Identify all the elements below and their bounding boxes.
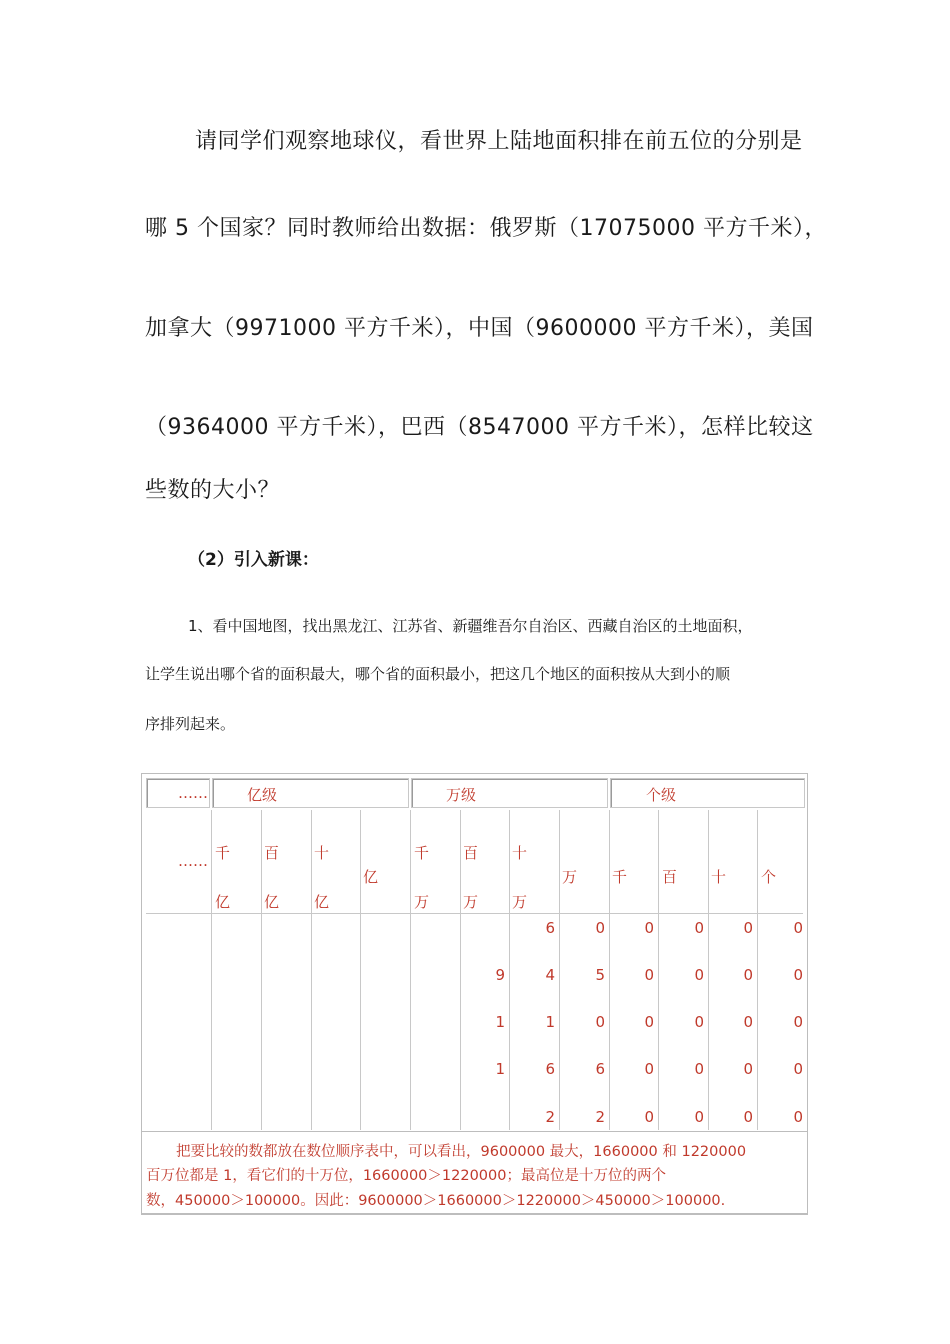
table-cell: 9 — [495, 966, 505, 984]
intro-line-3: 加拿大（9971000 平方千米），中国（9600000 平方千米），美国 — [145, 316, 814, 341]
band-ellipsis-label: …… — [178, 784, 208, 802]
table-cell: 0 — [793, 1060, 803, 1078]
table-cell: 0 — [793, 966, 803, 984]
table-cell: 0 — [694, 1060, 704, 1078]
intro-line-1: 请同学们观察地球仪，看世界上陆地面积排在前五位的分别是 — [195, 129, 803, 154]
table-cell: 0 — [793, 1013, 803, 1031]
activity-line-2: 让学生说出哪个省的面积最大，哪个省的面积最小，把这几个地区的面积按从大到小的顺 — [145, 665, 731, 683]
activity-line-3: 序排列起来。 — [145, 715, 236, 733]
column-divider — [261, 810, 262, 1130]
band-ge-ji-label: 个级 — [646, 786, 677, 804]
table-cell: 0 — [743, 966, 753, 984]
col-header-shi: 十 — [711, 868, 727, 886]
column-divider — [460, 810, 461, 1130]
table-cell: 6 — [545, 1060, 555, 1078]
column-divider — [311, 810, 312, 1130]
intro-line-4: （9364000 平方千米），巴西（8547000 平方千米），怎样比较这 — [145, 415, 814, 440]
table-cell: 0 — [644, 1108, 654, 1126]
col-header-qian: 千 — [612, 868, 628, 886]
table-cell: 6 — [595, 1060, 605, 1078]
table-cell: 0 — [644, 919, 654, 937]
table-cell: 0 — [644, 1060, 654, 1078]
table-cell: 0 — [694, 966, 704, 984]
col-header-bai-yi-top: 百 — [264, 844, 280, 862]
intro-line-2: 哪 5 个国家？同时教师给出数据：俄罗斯（17075000 平方千米）， — [145, 216, 827, 241]
table-cell: 0 — [743, 1013, 753, 1031]
table-cell: 0 — [743, 919, 753, 937]
column-divider — [360, 810, 361, 1130]
table-note-line-3: 数，450000＞100000。因此：9600000＞1660000＞1220000＞450000＞100000. — [146, 1193, 726, 1209]
column-divider — [658, 810, 659, 1130]
band-wan-ji-label: 万级 — [446, 786, 477, 804]
table-cell: 0 — [694, 1013, 704, 1031]
band-wan-ji — [411, 778, 608, 808]
band-yi-ji — [212, 778, 409, 808]
column-divider — [708, 810, 709, 1130]
table-cell: 6 — [545, 919, 555, 937]
table-cell: 1 — [545, 1013, 555, 1031]
col-header-bai-wan-top: 百 — [463, 844, 479, 862]
column-divider — [410, 810, 411, 1130]
table-cell: 0 — [644, 1013, 654, 1031]
table-cell: 0 — [793, 919, 803, 937]
col-header-wan: 万 — [562, 868, 578, 886]
col-header-qian-yi-bottom: 亿 — [215, 893, 231, 911]
table-cell: 4 — [545, 966, 555, 984]
col-header-bai-yi-bottom: 亿 — [264, 893, 280, 911]
intro-line-5: 些数的大小？ — [145, 478, 281, 503]
table-cell: 0 — [595, 1013, 605, 1031]
table-cell: 2 — [595, 1108, 605, 1126]
band-yi-ji-label: 亿级 — [247, 786, 278, 804]
row-ellipsis: …… — [178, 852, 208, 870]
table-cell: 0 — [644, 966, 654, 984]
table-cell: 0 — [743, 1108, 753, 1126]
table-cell: 0 — [743, 1060, 753, 1078]
table-cell: 1 — [495, 1013, 505, 1031]
col-header-bai-wan-bottom: 万 — [463, 893, 479, 911]
col-header-bai: 百 — [662, 868, 678, 886]
table-cell: 0 — [694, 1108, 704, 1126]
col-header-shi-wan-bottom: 万 — [512, 893, 528, 911]
col-header-shi-yi-bottom: 亿 — [314, 893, 330, 911]
table-note-line-1: 把要比较的数都放在数位顺序表中，可以看出，9600000 最大，1660000 和 1220000 — [176, 1144, 747, 1160]
table-note-line-2: 百万位都是 1，看它们的十万位，1660000＞1220000；最高位是十万位的两个 — [146, 1168, 666, 1184]
header-separator — [146, 913, 803, 914]
col-header-qian-wan-top: 千 — [414, 844, 430, 862]
col-header-shi-wan-top: 十 — [512, 844, 528, 862]
table-cell: 0 — [595, 919, 605, 937]
col-header-qian-yi-top: 千 — [215, 844, 231, 862]
table-cell: 2 — [545, 1108, 555, 1126]
col-header-qian-wan-bottom: 万 — [414, 893, 430, 911]
table-cell: 5 — [595, 966, 605, 984]
section-heading: （2）引入新课： — [188, 550, 319, 570]
table-cell: 0 — [793, 1108, 803, 1126]
col-header-shi-yi-top: 十 — [314, 844, 330, 862]
table-cell: 0 — [694, 919, 704, 937]
column-divider — [609, 810, 610, 1130]
column-divider — [211, 810, 212, 1130]
table-cell: 1 — [495, 1060, 505, 1078]
band-ge-ji — [610, 778, 805, 808]
col-header-ge: 个 — [761, 868, 777, 886]
column-divider — [757, 810, 758, 1130]
col-header-yi: 亿 — [363, 868, 379, 886]
activity-line-1: 1、看中国地图，找出黑龙江、江苏省、新疆维吾尔自治区、西藏自治区的土地面积， — [188, 617, 753, 635]
column-divider — [559, 810, 560, 1130]
column-divider — [509, 810, 510, 1130]
